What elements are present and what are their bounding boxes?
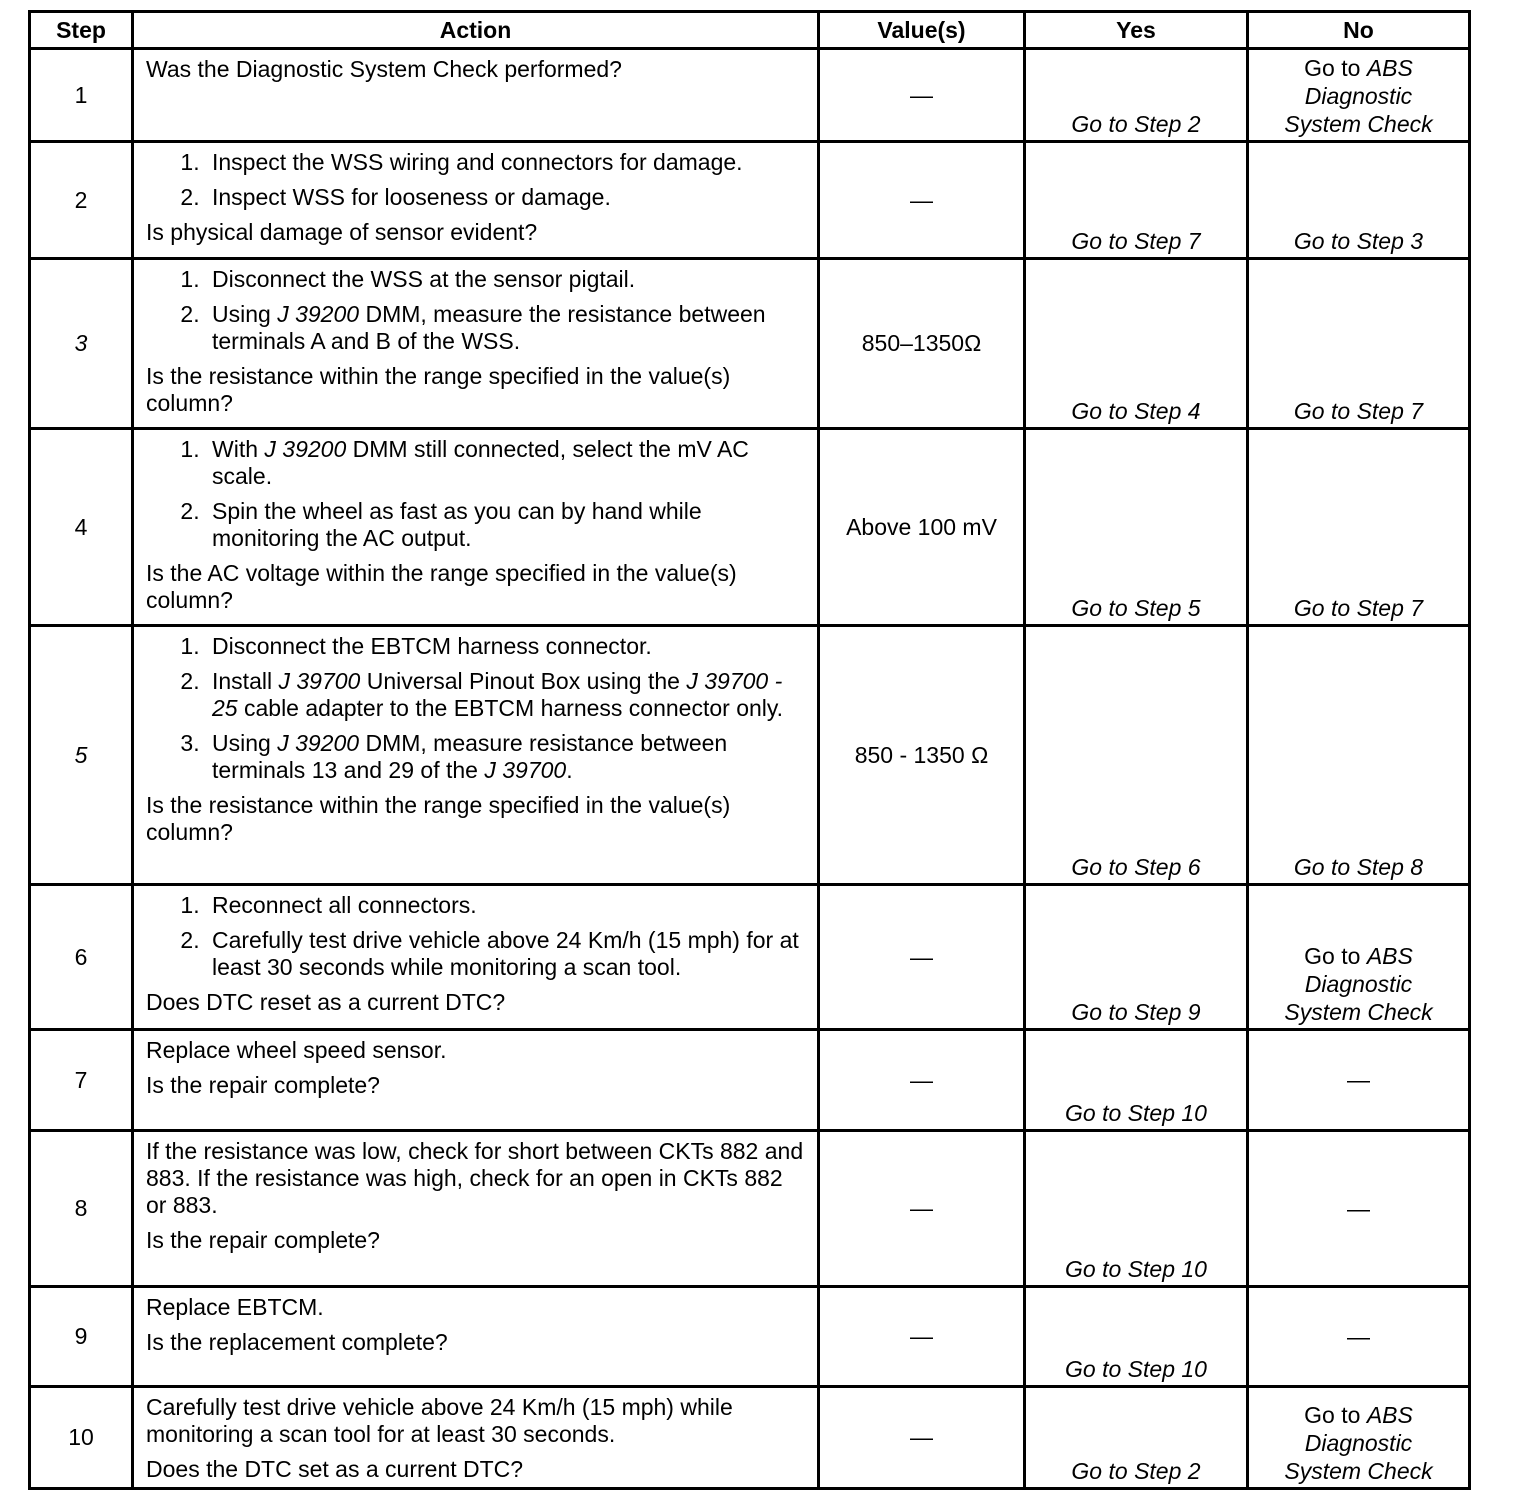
- no-prefix: Go to: [1304, 943, 1367, 969]
- action-question: Is the repair complete?: [146, 1072, 380, 1098]
- action-step: [206, 730, 807, 784]
- value-cell: Above 100 mV: [819, 429, 1025, 626]
- step-number: 6: [30, 885, 133, 1030]
- no-link: —: [1347, 1323, 1370, 1349]
- tool-ref: J 39700: [278, 668, 361, 694]
- action-question: Is the AC voltage within the range specified in the value(s) column?: [146, 560, 737, 613]
- action-step: 1. Disconnect the EBTCM harness connector.: [206, 633, 807, 660]
- action-line: Replace EBTCM.: [146, 1294, 324, 1320]
- yes-cell: [1025, 626, 1248, 885]
- action-question: Is physical damage of sensor evident?: [146, 219, 538, 245]
- text: Install: [212, 668, 279, 694]
- value-cell: —: [819, 1131, 1025, 1287]
- header-values: Value(s): [819, 12, 1025, 49]
- action-step: [206, 301, 807, 355]
- table-row: [30, 429, 1470, 626]
- value-cell: 850–1350Ω: [819, 259, 1025, 429]
- step-number: 4: [30, 429, 133, 626]
- no-link: [1249, 942, 1468, 1026]
- tool-ref: J 39200: [277, 301, 360, 327]
- action-cell: [133, 49, 819, 142]
- no-line2: Diagnostic: [1304, 83, 1413, 109]
- no-cell: [1248, 142, 1470, 259]
- tool-ref: J 39700: [484, 757, 567, 783]
- no-cell: [1248, 429, 1470, 626]
- no-link: Go to Step 7: [1293, 595, 1424, 621]
- no-link: Go to Step 3: [1293, 228, 1424, 254]
- table-row: [30, 49, 1470, 142]
- action-question: Was the Diagnostic System Check performed?: [146, 56, 622, 82]
- step-number: 10: [30, 1387, 133, 1489]
- header-no: No: [1248, 12, 1470, 49]
- action-steps: [146, 633, 807, 784]
- action-question: Is the resistance within the range specified in the value(s) column?: [146, 363, 731, 416]
- step-number: 8: [30, 1131, 133, 1287]
- no-cell: [1248, 626, 1470, 885]
- action-cell: [133, 1131, 819, 1287]
- yes-cell: [1025, 1131, 1248, 1287]
- value-cell: —: [819, 142, 1025, 259]
- action-step: [206, 436, 807, 490]
- header-action: Action: [133, 12, 819, 49]
- action-cell: [133, 1030, 819, 1131]
- step-number: 1: [30, 49, 133, 142]
- yes-link: Go to Step 2: [1071, 1458, 1201, 1484]
- table-row: [30, 142, 1470, 259]
- yes-link: Go to Step 10: [1065, 1356, 1207, 1382]
- text: DMM, measure the resistance between terminals A and B of the WSS.: [212, 301, 766, 354]
- action-cell: [133, 429, 819, 626]
- yes-link: Go to Step 10: [1065, 1100, 1207, 1126]
- table-row: [30, 259, 1470, 429]
- action-question: Does the DTC set as a current DTC?: [146, 1456, 524, 1482]
- value-cell: —: [819, 49, 1025, 142]
- yes-link: Go to Step 2: [1071, 111, 1201, 137]
- diagnostic-table: [28, 10, 1471, 1490]
- value-cell: 850 - 1350 Ω: [819, 626, 1025, 885]
- value-cell: —: [819, 1287, 1025, 1387]
- header-step: Step: [30, 12, 133, 49]
- no-line2: Diagnostic: [1304, 971, 1413, 997]
- action-step: 2. Inspect WSS for looseness or damage.: [206, 184, 807, 211]
- yes-cell: [1025, 1287, 1248, 1387]
- no-cell: [1248, 1287, 1470, 1387]
- yes-link: Go to Step 5: [1071, 595, 1201, 621]
- action-step: 1. Disconnect the WSS at the sensor pigtail.: [206, 266, 807, 293]
- no-line3: System Check: [1284, 111, 1433, 137]
- action-line: If the resistance was low, check for short between CKTs 882 and 883. If the resistance was high, check for an open in CKTs 882 or 883.: [146, 1138, 804, 1218]
- action-step: 2. Spin the wheel as fast as you can by hand while monitoring the AC output.: [206, 498, 807, 552]
- no-link: Go to Step 8: [1293, 854, 1424, 880]
- action-cell: [133, 885, 819, 1030]
- yes-cell: [1025, 259, 1248, 429]
- yes-link: Go to Step 4: [1071, 398, 1201, 424]
- action-question: Is the resistance within the range specified in the value(s) column?: [146, 792, 731, 845]
- tool-ref: J 39700 - 25: [212, 668, 783, 721]
- no-prefix: Go to: [1304, 1402, 1367, 1428]
- no-line2: Diagnostic: [1304, 1430, 1413, 1456]
- action-cell: [133, 259, 819, 429]
- value-cell: —: [819, 1030, 1025, 1131]
- header-yes: Yes: [1025, 12, 1248, 49]
- table-row: [30, 1387, 1470, 1489]
- no-link: [1249, 54, 1468, 138]
- action-cell: [133, 626, 819, 885]
- action-line: Carefully test drive vehicle above 24 Km/h (15 mph) while monitoring a scan tool for at least 30 seconds.: [146, 1394, 733, 1447]
- no-line3: System Check: [1284, 999, 1433, 1025]
- action-steps: [146, 266, 807, 355]
- yes-cell: [1025, 49, 1248, 142]
- text: Universal Pinout Box using the: [360, 668, 687, 694]
- text: DMM, measure resistance between terminals 13 and 29 of the: [212, 730, 728, 783]
- action-line: Replace wheel speed sensor.: [146, 1037, 447, 1063]
- action-cell: [133, 1387, 819, 1489]
- no-prefix: Go to: [1304, 55, 1367, 81]
- tool-ref: J 39200: [277, 730, 360, 756]
- action-step: [206, 668, 807, 722]
- no-link: —: [1347, 1066, 1370, 1093]
- value-cell: —: [819, 885, 1025, 1030]
- text: With: [212, 436, 265, 462]
- no-link: [1249, 1401, 1468, 1485]
- yes-link: Go to Step 7: [1071, 228, 1201, 254]
- no-cell: [1248, 885, 1470, 1030]
- action-steps: [146, 149, 807, 211]
- no-cell: [1248, 1030, 1470, 1131]
- action-steps: [146, 892, 807, 981]
- table-row: [30, 1287, 1470, 1387]
- no-abs: ABS: [1366, 943, 1413, 969]
- action-step: 1. Reconnect all connectors.: [206, 892, 807, 919]
- no-cell: [1248, 259, 1470, 429]
- table-row: [30, 1131, 1470, 1287]
- step-number: 3: [30, 259, 133, 429]
- no-link: —: [1347, 1195, 1370, 1221]
- yes-cell: [1025, 142, 1248, 259]
- yes-cell: [1025, 1387, 1248, 1489]
- no-abs: ABS: [1366, 1402, 1413, 1428]
- text: cable adapter to the EBTCM harness connector only.: [237, 695, 784, 721]
- value-cell: —: [819, 1387, 1025, 1489]
- text: .: [566, 757, 573, 783]
- yes-cell: [1025, 429, 1248, 626]
- text: Using: [212, 301, 278, 327]
- yes-cell: [1025, 1030, 1248, 1131]
- no-cell: [1248, 1387, 1470, 1489]
- yes-link: Go to Step 9: [1071, 999, 1201, 1025]
- step-number: 5: [30, 626, 133, 885]
- action-question: Is the replacement complete?: [146, 1329, 448, 1355]
- no-cell: [1248, 1131, 1470, 1287]
- text: DMM still connected, select the mV AC scale.: [212, 436, 749, 489]
- header-row: [30, 12, 1470, 49]
- yes-link: Go to Step 10: [1065, 1256, 1207, 1282]
- yes-cell: [1025, 885, 1248, 1030]
- no-abs: ABS: [1366, 55, 1413, 81]
- text: Using: [212, 730, 278, 756]
- yes-link: Go to Step 6: [1071, 854, 1201, 880]
- action-cell: [133, 142, 819, 259]
- no-cell: [1248, 49, 1470, 142]
- table-row: [30, 1030, 1470, 1131]
- step-number: 7: [30, 1030, 133, 1131]
- tool-ref: J 39200: [264, 436, 347, 462]
- no-link: Go to Step 7: [1293, 398, 1424, 424]
- no-line3: System Check: [1284, 1458, 1433, 1484]
- step-number: 2: [30, 142, 133, 259]
- action-step: 1. Inspect the WSS wiring and connectors for damage.: [206, 149, 807, 176]
- action-question: Does DTC reset as a current DTC?: [146, 989, 506, 1015]
- action-cell: [133, 1287, 819, 1387]
- action-steps: [146, 436, 807, 552]
- action-step: 2. Carefully test drive vehicle above 24 Km/h (15 mph) for at least 30 seconds while monitoring a scan tool.: [206, 927, 807, 981]
- table-row: [30, 626, 1470, 885]
- table-row: [30, 885, 1470, 1030]
- action-question: Is the repair complete?: [146, 1227, 380, 1253]
- step-number: 9: [30, 1287, 133, 1387]
